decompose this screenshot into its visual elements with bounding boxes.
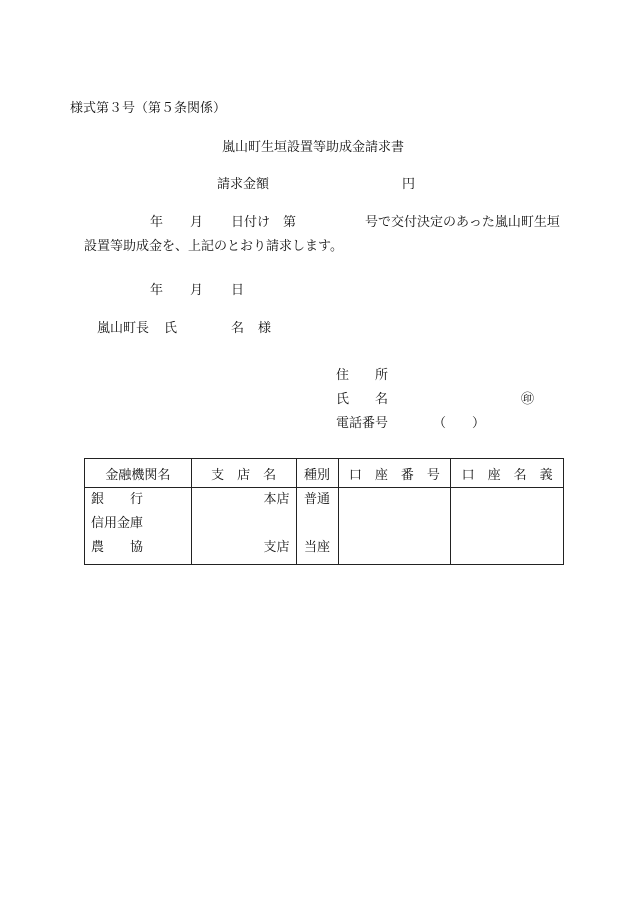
body-month: 月 (190, 215, 204, 230)
body-number-prefix: 第 (283, 215, 297, 230)
addressee-honorific: 様 (258, 321, 272, 336)
branch-sub: 支店 (263, 540, 290, 555)
date-day: 日 (231, 283, 245, 298)
institution-cell (85, 488, 192, 565)
seal-mark: ㊞ (521, 392, 535, 407)
table-header-row (85, 459, 564, 488)
date-month: 月 (190, 283, 204, 298)
branch-cell (191, 488, 296, 565)
institution-bank: 銀 行 (91, 492, 144, 507)
institution-agri-coop: 農 協 (91, 540, 144, 555)
bank-account-table (84, 458, 564, 565)
header-account-number: 口 座 番 号 (338, 459, 451, 488)
date-year: 年 (150, 283, 164, 298)
form-number: 様式第３号（第５条関係） (70, 101, 227, 116)
branch-blank (198, 516, 290, 540)
amount-label: 請求金額 (217, 177, 270, 192)
header-account-holder: 口 座 名 義 (451, 459, 564, 488)
kind-cell (296, 488, 338, 565)
phone-label: 電話番号 (336, 416, 389, 431)
addressee-name-part1: 氏 (164, 321, 178, 336)
document-title: 嵐山町生垣設置等助成金請求書 (222, 140, 405, 155)
phone-parens: （ ） (433, 416, 486, 431)
amount-unit: 円 (402, 177, 416, 192)
body-dated: 日付け (231, 215, 271, 230)
body-line1-rest: 号で交付決定のあった嵐山町生垣 (365, 215, 560, 230)
branch-main: 本店 (263, 492, 290, 507)
account-number-cell[interactable] (338, 488, 451, 565)
kind-blank (303, 516, 332, 540)
body-line2: 設置等助成金を、上記のとおり請求します。 (84, 239, 343, 254)
table-row (85, 488, 564, 565)
addressee-name-part2: 名 (231, 321, 245, 336)
header-kind: 種別 (296, 459, 338, 488)
name-label: 氏 名 (336, 392, 389, 407)
header-institution: 金融機関名 (85, 459, 192, 488)
account-holder-cell[interactable] (451, 488, 564, 565)
body-year: 年 (150, 215, 164, 230)
kind-ordinary: 普通 (304, 492, 331, 507)
kind-current: 当座 (304, 540, 331, 555)
institution-credit-union: 信用金庫 (91, 516, 144, 531)
header-branch: 支 店 名 (191, 459, 296, 488)
addressee-prefix: 嵐山町長 (97, 321, 150, 336)
address-label: 住 所 (336, 368, 389, 383)
